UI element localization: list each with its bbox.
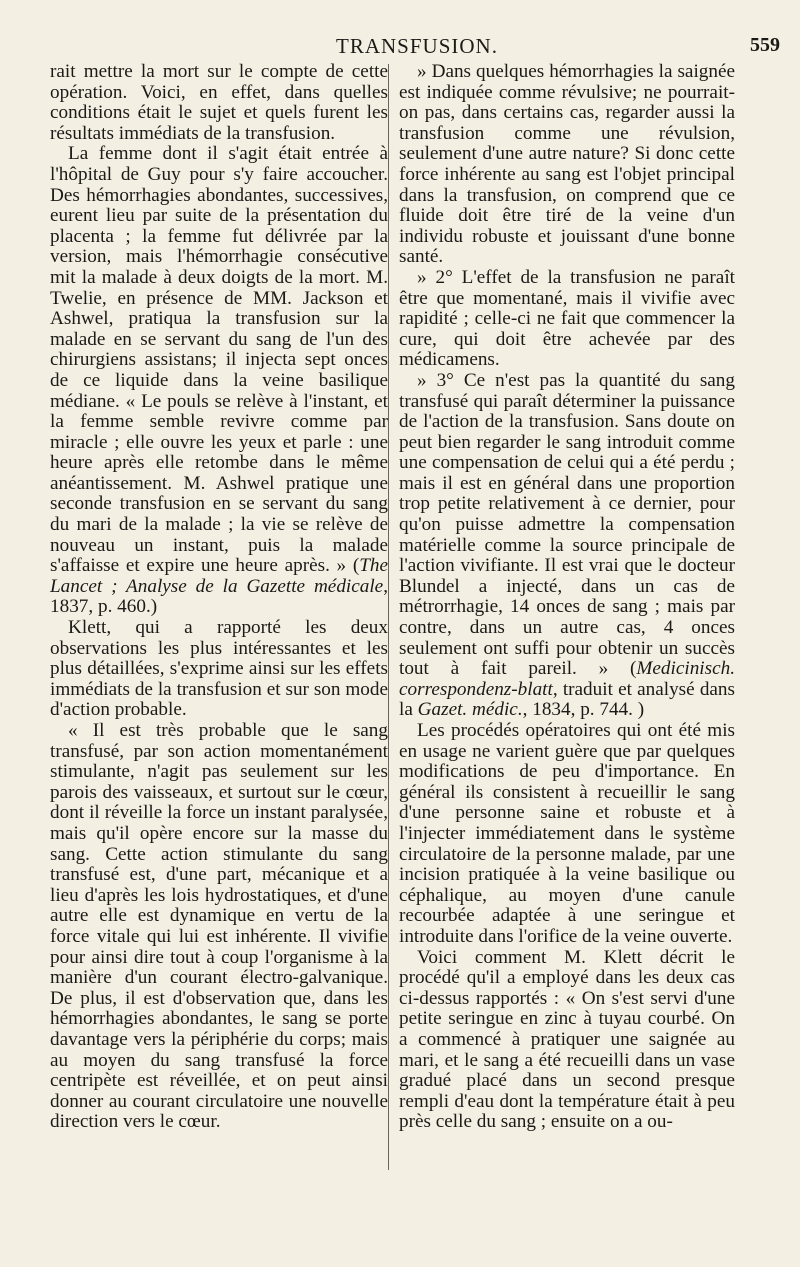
citation: The Lancet ; Analyse de la Gazette médicale [50, 555, 388, 597]
paragraph [50, 144, 388, 618]
paragraph: Voici comment M. Klett décrit le procédé qu'il a employé dans les deux cas ci-dessus rapportés : « On s'est servi d'une petite seringue en zinc à tuyau courbé. On a commencé à pratiquer une saignée au mari, et le sang a été recueilli dans un vase gradué placé dans un second presque rempli d'eau dont la température était à peu près celle du sang ; ensuite on a ou- [399, 946, 735, 1133]
page-number: 559 [750, 34, 780, 56]
paragraph [399, 371, 735, 721]
page-header [48, 34, 786, 60]
column-divider [388, 64, 389, 1170]
citation-end: , 1834, p. 744. ) [522, 699, 645, 721]
paragraph-text: La femme dont il s'agit était entrée à l'hôpital de Guy pour s'y faire accoucher. Des hémorrhagies abondantes, successives, eurent lieu par suite de la présentation du placenta ; la femme fut délivrée par la version, mais l'hémorrhagie consécutive mit la malade à deux doigts de la mort. M. Twelie, en présence de MM. Jackson et Ashwel, pratiqua la transfusion sur la malade en se servant du sang de l'un des chirurgiens assistans; il injecta sept onces de ce liquide dans la veine basilique médiane. « Le pouls se relève à l'instant, et la femme semble revivre comme par miracle ; elle ouvre les yeux et parle : une heure après elle retombe dans le même anéantissement. M. Ashwel pratique une seconde transfusion en se servant du sang du mari de la malade ; la vie se relève de nouveau un instant, puis la malade s'affaisse et expire une heure après. » ( [50, 143, 388, 577]
running-title: TRANSFUSION. [336, 34, 498, 58]
right-column [399, 62, 735, 1133]
citation: Medicinisch. correspondenz-blatt [399, 658, 735, 700]
paragraph: rait mettre la mort sur le compte de cette opération. Voici, en effet, dans quelles conditions était le sujet et quels furent les résultats immédiats de la transfusion. [50, 61, 388, 144]
paragraph: Les procédés opératoires qui ont été mis en usage ne varient guère que par quelques modifications de peu d'importance. En général ils consistent à recueillir le sang d'une personne saine et robuste et à l'injecter immédiatement dans le système circulatoire de la personne malade, par une incision pratiquée à la veine basilique ou céphalique, au moyen d'une canule recourbée adaptée à une seringue et introduite dans l'orifice de la veine ouverte. [399, 720, 735, 947]
citation-middle: , traduit et analysé dans la [399, 678, 735, 721]
paragraph: » Dans quelques hémorrhagies la saignée est indiquée comme révulsive; ne pourrait-on pas, dans certains cas, regarder aussi la transfusion comme une révulsion, seulement d'une autre nature? Si donc cette force inhérente au sang est l'objet principal dans la transfusion, on comprend que ce fluide doit être tiré de la veine d'un individu robuste et jouissant d'une bonne santé. [399, 61, 735, 268]
paragraph: Klett, qui a rapporté les deux observations les plus intéressantes et les plus détaillées, s'exprime ainsi sur les effets immédiats de la transfusion et sur son mode d'action probable. [50, 617, 388, 721]
citation-end: , 1837, p. 460.) [50, 575, 388, 618]
citation: Gazet. médic. [417, 699, 523, 721]
left-column [50, 62, 388, 1133]
paragraph: « Il est très probable que le sang transfusé, par son action momentanément stimulante, n'agit pas seulement sur les parois des vaisseaux, et surtout sur le cœur, dont il réveille la force un instant paralysée, mais qu'il opère encore sur la masse du sang. Cette action stimulante du sang transfusé est, d'une part, mécanique et a lieu d'après les lois hydrostatiques, et d'une autre elle est dynamique en vertu de la force vitale qui lui est inhérente. Il vivifie pour ainsi dire tout à coup l'organisme à la manière d'un courant électro-galvanique. De plus, il est d'observation que, dans les hémorrhagies abondantes, le sang se porte davantage vers la périphérie du corps; mais au moyen du sang transfusé la force centripète est réveillée, et on peut ainsi donner au courant circulatoire une nouvelle direction vers le cœur. [50, 720, 388, 1133]
paragraph: » 2° L'effet de la transfusion ne paraît être que momentané, mais il vivifie avec rapidité ; celle-ci ne fait que commencer la cure, qui doit être achevée par des médicamens. [399, 266, 735, 371]
paragraph-text: » 3° Ce n'est pas la quantité du sang transfusé qui paraît déterminer la puissance de l'action de la transfusion. Sans doute on peut bien regarder le sang introduit comme une compensation de celui qui a été perdu ; mais il est en général dans une proportion trop petite relativement à ce dernier, pour qu'on puisse admettre la compensation matérielle comme la source principale de l'action vivifiante. Il est vrai que le docteur Blundel a injecté, dans un cas de métrorrhagie, 14 onces de sang ; mais par contre, dans un autre cas, 4 onces seulement ont suffi pour obtenir un succès tout à fait pareil. » ( [399, 369, 735, 680]
